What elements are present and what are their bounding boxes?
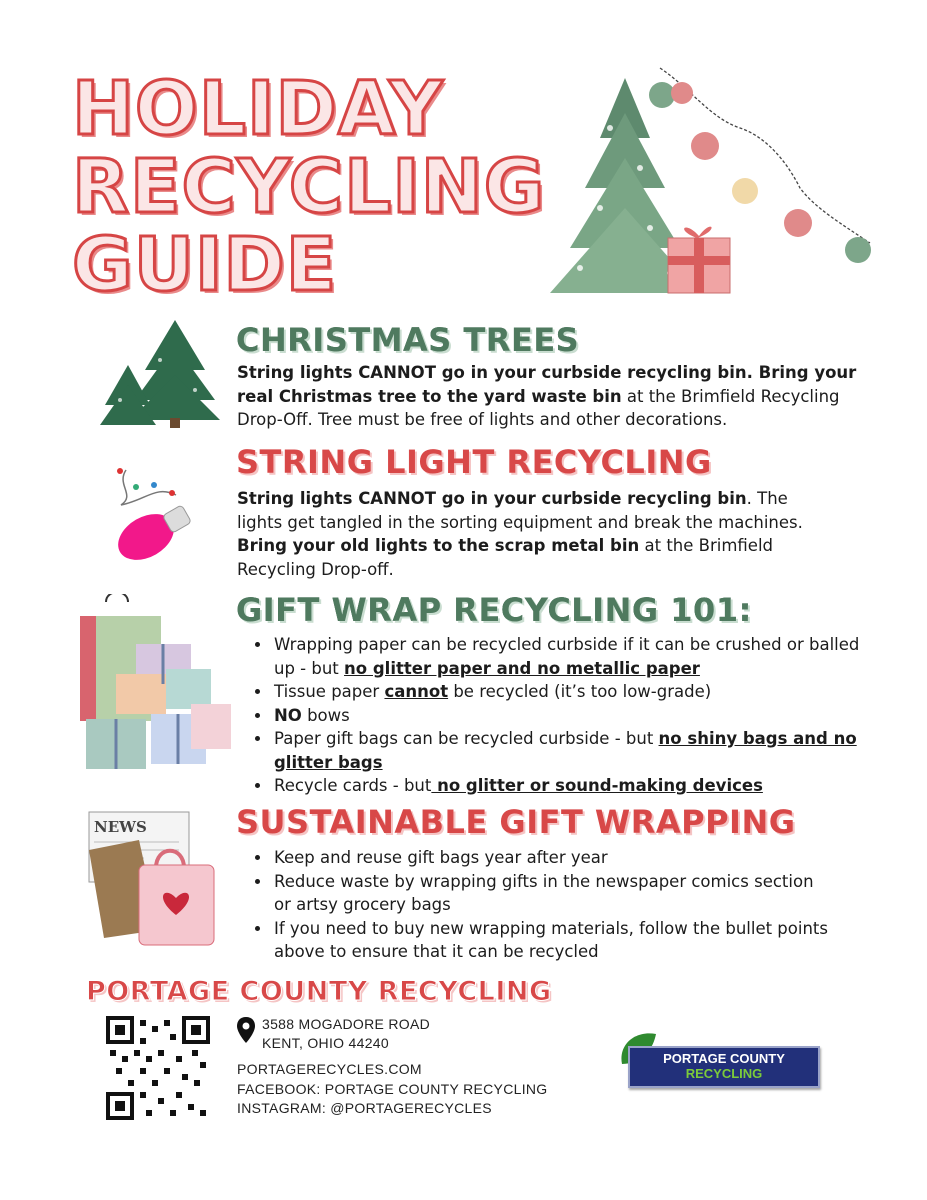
newspaper-and-gift-bag-icon	[84, 810, 219, 950]
pine-trees-icon	[100, 320, 220, 430]
gift-wrap-heading: GIFT WRAP RECYCLING 101:	[236, 591, 752, 629]
christmas-tree-illustration	[540, 58, 880, 308]
list-item	[272, 680, 862, 704]
portage-county-recycling-logo	[628, 1046, 820, 1088]
list-item-text: Paper gift bags can be recycled curbside - but	[274, 729, 659, 748]
gift-bags-and-boxes-icon	[66, 594, 236, 772]
christmas-trees-bold: String lights CANNOT go in your curbside recycling bin. Bring your real Christmas tree to the yard waste bin	[237, 363, 857, 406]
gift-wrap-list	[242, 633, 862, 798]
string-light-heading: STRING LIGHT RECYCLING	[236, 443, 712, 481]
sustainable-list	[242, 846, 832, 964]
christmas-trees-rest: at the Brimfield Recycling Drop-Off. Tree must be free of lights and other decorations.	[237, 386, 840, 429]
svg-text:NEWS: NEWS	[94, 818, 147, 836]
sustainable-heading: SUSTAINABLE GIFT WRAPPING	[236, 803, 796, 841]
list-item	[272, 774, 862, 798]
qr-code-icon[interactable]	[106, 1016, 210, 1120]
list-item	[272, 704, 862, 728]
title-line-1: HOLIDAY	[72, 66, 444, 152]
title-line-3: GUIDE	[72, 222, 338, 308]
list-item-text: Recycle cards - but	[274, 776, 432, 795]
christmas-trees-heading: CHRISTMAS TREES	[236, 321, 580, 359]
list-item-bold: NO	[274, 705, 302, 725]
location-pin-icon	[237, 1017, 255, 1043]
website-link[interactable]: PORTAGERECYCLES.COM	[237, 1061, 422, 1077]
logo-line-1: PORTAGE COUNTY	[663, 1051, 785, 1066]
list-item-emphasis: cannot	[384, 682, 449, 701]
list-item: • Keep and reuse gift bags year after year	[272, 846, 832, 870]
footer-heading: PORTAGE COUNTY RECYCLING	[86, 976, 552, 1007]
string-light-bold-1: String lights CANNOT go in your curbside recycling bin	[237, 489, 747, 508]
list-item-emphasis: no shiny bags and no glitter bags	[274, 729, 857, 772]
instagram-text[interactable]: INSTAGRAM: @PORTAGERECYCLES	[237, 1100, 492, 1116]
list-item	[272, 633, 862, 680]
address-line-2: KENT, OHIO 44240	[262, 1035, 389, 1051]
facebook-text[interactable]: FACEBOOK: PORTAGE COUNTY RECYCLING	[237, 1081, 548, 1097]
string-light-bold-2: Bring your old lights to the scrap metal bin	[237, 536, 640, 555]
address-line-1: 3588 MOGADORE ROAD	[262, 1016, 430, 1032]
string-light-text-1: . The lights get tangled in the sorting equipment and break the machines.	[237, 489, 803, 532]
title-line-2: RECYCLING	[72, 144, 546, 230]
list-item-emphasis: no glitter paper and no metallic paper	[344, 658, 700, 678]
string-light-text	[237, 487, 837, 581]
logo-line-2: RECYCLING	[685, 1066, 763, 1081]
list-item-tail: bows	[301, 705, 350, 725]
list-item	[272, 727, 862, 774]
string-light-bulb-icon	[106, 465, 206, 565]
list-item: • If you need to buy new wrapping materials, follow the bullet points above to ensure that it can be recycled	[272, 917, 832, 964]
list-item-emphasis: no glitter or sound-making devices	[431, 776, 763, 795]
christmas-trees-text	[237, 361, 865, 432]
list-item-text: Tissue paper	[274, 682, 385, 701]
list-item-tail: be recycled (it’s too low-grade)	[448, 682, 712, 701]
list-item: • Reduce waste by wrapping gifts in the newspaper comics section or artsy grocery bags	[272, 870, 832, 917]
string-light-text-2: at the Brimfield Recycling Drop-off.	[237, 536, 774, 579]
list-item-text: Wrapping paper can be recycled curbside if it can be crushed or balled up - but	[274, 635, 860, 678]
